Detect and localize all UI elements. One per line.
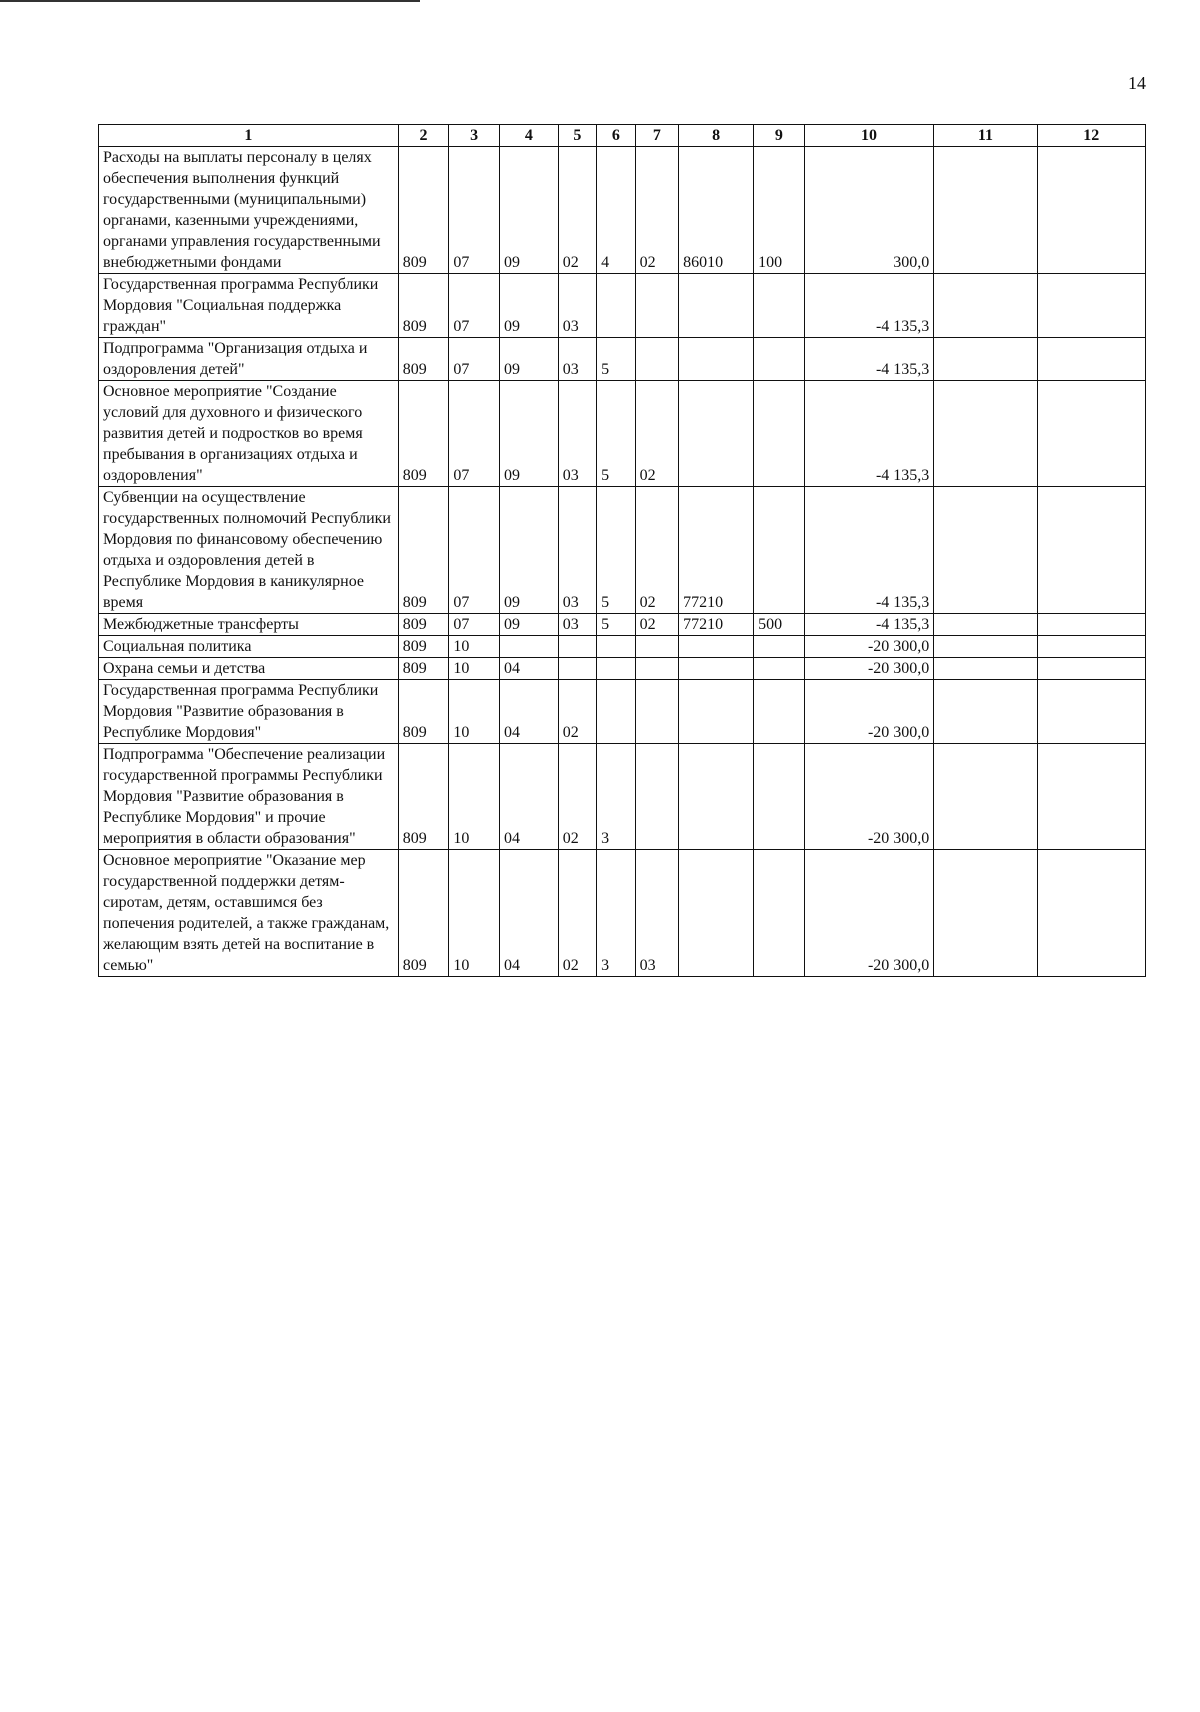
cell-col6: 3 [597, 850, 635, 977]
header-cell: 11 [934, 125, 1037, 147]
cell-col3: 07 [449, 147, 500, 274]
cell-col5: 03 [558, 614, 596, 636]
cell-amount: 300,0 [804, 147, 934, 274]
header-cell: 3 [449, 125, 500, 147]
cell-col3: 07 [449, 338, 500, 381]
row-name: Субвенции на осуществление государственных полномочий Республики Мордовия по финансовому обеспечению отдыха и оздоровления детей в Республике Мордовия в каникулярное время [99, 487, 399, 614]
budget-table [98, 124, 1146, 977]
cell-col2: 809 [398, 147, 449, 274]
cell-col4: 04 [499, 850, 558, 977]
cell-col3: 10 [449, 850, 500, 977]
cell-col4: 04 [499, 744, 558, 850]
cell-amount: -4 135,3 [804, 614, 934, 636]
cell-col9: 100 [754, 147, 805, 274]
cell-col11 [934, 614, 1037, 636]
header-cell: 10 [804, 125, 934, 147]
cell-col12 [1037, 850, 1145, 977]
cell-col8: 86010 [679, 147, 754, 274]
cell-col9 [754, 274, 805, 338]
cell-col5: 03 [558, 274, 596, 338]
header-cell: 4 [499, 125, 558, 147]
cell-col6: 4 [597, 147, 635, 274]
cell-col7 [635, 744, 679, 850]
cell-col12 [1037, 680, 1145, 744]
cell-col4: 09 [499, 147, 558, 274]
row-name: Государственная программа Республики Мордовия "Социальная поддержка граждан" [99, 274, 399, 338]
table-row [99, 614, 1146, 636]
cell-amount: -20 300,0 [804, 850, 934, 977]
cell-col7 [635, 274, 679, 338]
cell-col3: 10 [449, 744, 500, 850]
row-name: Подпрограмма "Организация отдыха и оздоровления детей" [99, 338, 399, 381]
cell-col8 [679, 744, 754, 850]
cell-col11 [934, 680, 1037, 744]
cell-col2: 809 [398, 274, 449, 338]
cell-col11 [934, 744, 1037, 850]
cell-col6: 5 [597, 487, 635, 614]
cell-col8 [679, 658, 754, 680]
header-cell: 8 [679, 125, 754, 147]
cell-col12 [1037, 636, 1145, 658]
cell-col5 [558, 636, 596, 658]
cell-col8: 77210 [679, 614, 754, 636]
row-name: Основное мероприятие "Создание условий для духовного и физического развития детей и подростков во время пребывания в организациях отдыха и оздоровления" [99, 381, 399, 487]
cell-col4: 04 [499, 658, 558, 680]
cell-col3: 07 [449, 381, 500, 487]
cell-col8 [679, 381, 754, 487]
cell-col11 [934, 338, 1037, 381]
cell-col4: 09 [499, 274, 558, 338]
cell-col5: 03 [558, 381, 596, 487]
cell-col2: 809 [398, 744, 449, 850]
cell-amount: -20 300,0 [804, 658, 934, 680]
cell-col5: 02 [558, 680, 596, 744]
cell-col9 [754, 850, 805, 977]
cell-col7 [635, 338, 679, 381]
cell-amount: -4 135,3 [804, 274, 934, 338]
cell-col2: 809 [398, 614, 449, 636]
cell-col3: 10 [449, 636, 500, 658]
table-row [99, 487, 1146, 614]
row-name: Государственная программа Республики Мордовия "Развитие образования в Республике Мордовия" [99, 680, 399, 744]
cell-col9 [754, 487, 805, 614]
cell-col6: 5 [597, 381, 635, 487]
cell-amount: -4 135,3 [804, 381, 934, 487]
cell-col7: 03 [635, 850, 679, 977]
cell-col12 [1037, 338, 1145, 381]
row-name: Межбюджетные трансферты [99, 614, 399, 636]
header-cell: 12 [1037, 125, 1145, 147]
cell-col8 [679, 338, 754, 381]
table-row [99, 274, 1146, 338]
cell-col5: 02 [558, 744, 596, 850]
cell-col12 [1037, 487, 1145, 614]
cell-amount: -4 135,3 [804, 338, 934, 381]
cell-col9 [754, 381, 805, 487]
cell-col12 [1037, 274, 1145, 338]
header-cell: 1 [99, 125, 399, 147]
cell-col11 [934, 636, 1037, 658]
cell-col4 [499, 636, 558, 658]
cell-col5: 02 [558, 147, 596, 274]
cell-amount: -20 300,0 [804, 680, 934, 744]
cell-col6: 5 [597, 338, 635, 381]
cell-col2: 809 [398, 850, 449, 977]
cell-col3: 10 [449, 680, 500, 744]
cell-col3: 10 [449, 658, 500, 680]
table-row [99, 636, 1146, 658]
header-cell: 6 [597, 125, 635, 147]
cell-col12 [1037, 147, 1145, 274]
cell-col5 [558, 658, 596, 680]
cell-amount: -20 300,0 [804, 744, 934, 850]
cell-col4: 04 [499, 680, 558, 744]
header-row [99, 125, 1146, 147]
cell-col8 [679, 850, 754, 977]
cell-col6 [597, 274, 635, 338]
cell-col8 [679, 636, 754, 658]
cell-col6 [597, 636, 635, 658]
cell-col6: 5 [597, 614, 635, 636]
table-row [99, 147, 1146, 274]
cell-col3: 07 [449, 274, 500, 338]
cell-col11 [934, 147, 1037, 274]
cell-col11 [934, 487, 1037, 614]
table-row [99, 850, 1146, 977]
table-row [99, 381, 1146, 487]
table-row [99, 680, 1146, 744]
cell-col12 [1037, 658, 1145, 680]
cell-amount: -20 300,0 [804, 636, 934, 658]
cell-col2: 809 [398, 680, 449, 744]
top-scan-rule [0, 0, 420, 2]
cell-col7 [635, 680, 679, 744]
cell-col11 [934, 850, 1037, 977]
cell-col4: 09 [499, 338, 558, 381]
cell-col12 [1037, 614, 1145, 636]
row-name: Основное мероприятие "Оказание мер государственной поддержки детям-сиротам, детям, оставшимся без попечения родителей, а также гражданам, желающим взять детей на воспитание в семью" [99, 850, 399, 977]
header-cell: 2 [398, 125, 449, 147]
cell-col7 [635, 636, 679, 658]
table-row [99, 658, 1146, 680]
cell-col9 [754, 744, 805, 850]
cell-col7 [635, 658, 679, 680]
row-name: Охрана семьи и детства [99, 658, 399, 680]
cell-col9 [754, 338, 805, 381]
header-cell: 9 [754, 125, 805, 147]
cell-col7: 02 [635, 381, 679, 487]
cell-col9 [754, 658, 805, 680]
cell-col2: 809 [398, 487, 449, 614]
cell-col12 [1037, 744, 1145, 850]
cell-col7: 02 [635, 147, 679, 274]
cell-amount: -4 135,3 [804, 487, 934, 614]
header-cell: 5 [558, 125, 596, 147]
row-name: Подпрограмма "Обеспечение реализации государственной программы Республики Мордовия "Развитие образования в Республике Мордовия" и прочие мероприятия в области образования" [99, 744, 399, 850]
cell-col2: 809 [398, 381, 449, 487]
cell-col6: 3 [597, 744, 635, 850]
cell-col4: 09 [499, 614, 558, 636]
cell-col8 [679, 680, 754, 744]
cell-col5: 03 [558, 487, 596, 614]
cell-col11 [934, 658, 1037, 680]
cell-col4: 09 [499, 487, 558, 614]
cell-col2: 809 [398, 338, 449, 381]
page-number: 14 [1128, 73, 1146, 93]
cell-col3: 07 [449, 487, 500, 614]
header-cell: 7 [635, 125, 679, 147]
cell-col9 [754, 680, 805, 744]
cell-col11 [934, 381, 1037, 487]
row-name: Социальная политика [99, 636, 399, 658]
cell-col4: 09 [499, 381, 558, 487]
cell-col5: 02 [558, 850, 596, 977]
cell-col3: 07 [449, 614, 500, 636]
row-name: Расходы на выплаты персоналу в целях обеспечения выполнения функций государственными (муниципальными) органами, казенными учреждениями, органами управления государственными внебюджетными фондами [99, 147, 399, 274]
cell-col6 [597, 680, 635, 744]
cell-col2: 809 [398, 658, 449, 680]
table-row [99, 744, 1146, 850]
cell-col7: 02 [635, 487, 679, 614]
cell-col6 [597, 658, 635, 680]
cell-col9: 500 [754, 614, 805, 636]
cell-col8: 77210 [679, 487, 754, 614]
cell-col5: 03 [558, 338, 596, 381]
cell-col8 [679, 274, 754, 338]
cell-col2: 809 [398, 636, 449, 658]
cell-col9 [754, 636, 805, 658]
table-row [99, 338, 1146, 381]
cell-col12 [1037, 381, 1145, 487]
cell-col11 [934, 274, 1037, 338]
cell-col7: 02 [635, 614, 679, 636]
